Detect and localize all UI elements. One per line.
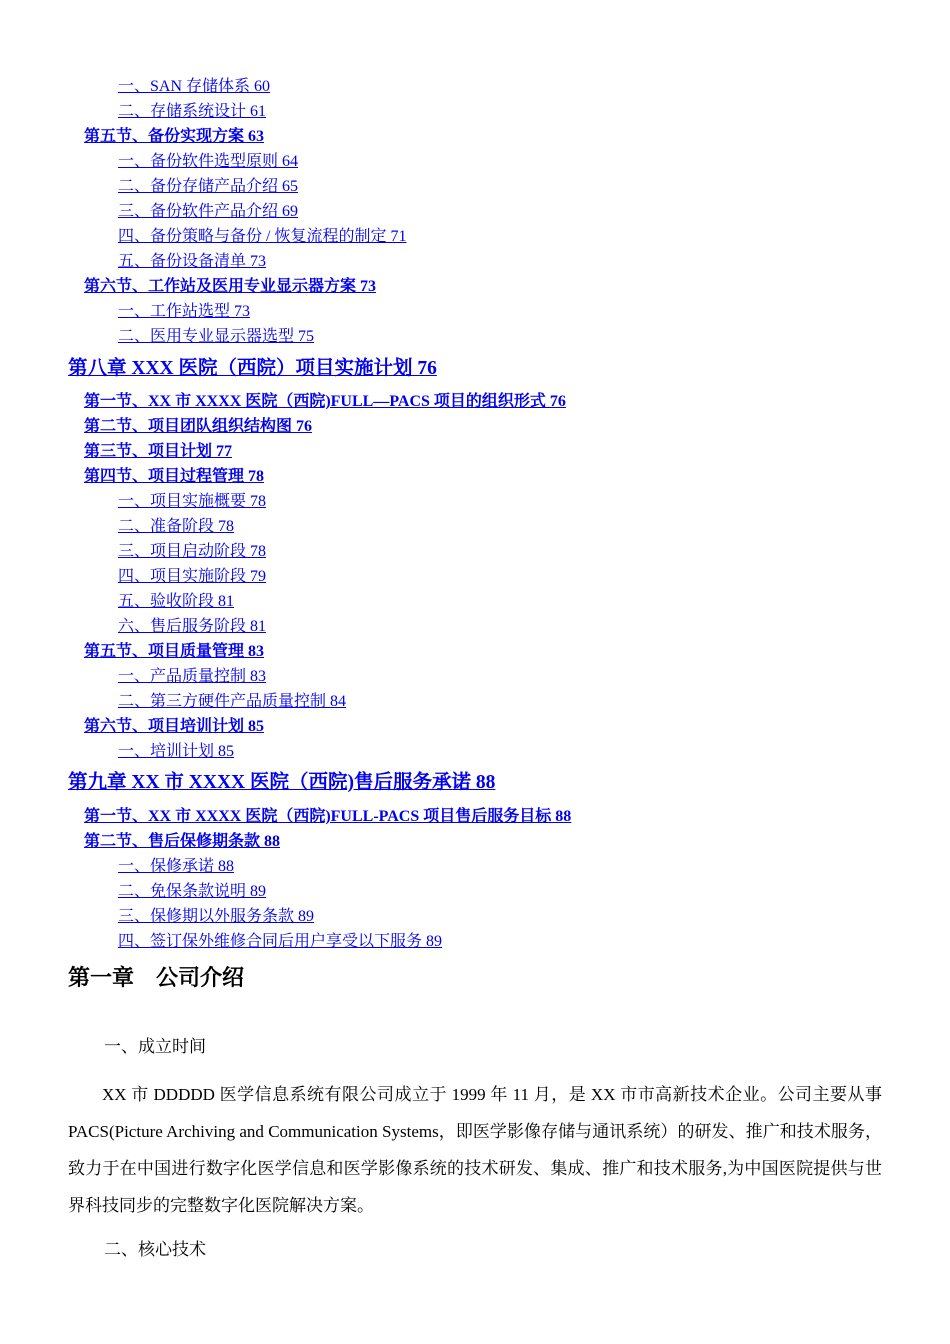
toc-entry[interactable]: 第二节、项目团队组织结构图 76 [84, 418, 313, 435]
toc-entry[interactable]: 一、项目实施概要 78 [118, 493, 267, 510]
toc-entry[interactable]: 第一节、XX 市 XXXX 医院（西院)FULL—PACS 项目的组织形式 76 [84, 393, 566, 410]
toc-entry[interactable]: 第六节、工作站及医用专业显示器方案 73 [84, 278, 377, 295]
body-paragraph: XX 市 DDDDD 医学信息系统有限公司成立于 1999 年 11 月，是 XX 市市高新技术企业。公司主要从事 PACS(Picture Archiving and Communication Systems，即医学影像存储与通讯系统）的研发、推广和技术服务，致力于在中国进行数字化医学信息和医学影像系统的技术研发、集成、推广和技术服务,为中国医院提供与世界科技同步的完整数字化医院解决方案。 [68, 1085, 882, 1215]
toc-entry[interactable]: 第五节、备份实现方案 63 [84, 128, 265, 145]
toc-entry[interactable]: 第二节、售后保修期条款 88 [84, 833, 281, 850]
toc-entry[interactable]: 一、培训计划 85 [118, 743, 235, 760]
toc-entry[interactable]: 四、签订保外维修合同后用户享受以下服务 89 [118, 933, 443, 950]
toc-entry[interactable]: 一、产品质量控制 83 [118, 668, 267, 685]
toc-chapter-entry[interactable]: 第八章 XXX 医院（西院）项目实施计划 76 [68, 358, 437, 379]
toc-entry[interactable]: 一、保修承诺 88 [118, 858, 235, 875]
toc-entry[interactable]: 五、验收阶段 81 [118, 593, 235, 610]
toc-entry[interactable]: 六、售后服务阶段 81 [118, 618, 267, 635]
toc-entry[interactable]: 二、备份存储产品介绍 65 [118, 178, 299, 195]
toc-entry[interactable]: 二、第三方硬件产品质量控制 84 [118, 693, 347, 710]
toc-entry[interactable]: 二、医用专业显示器选型 75 [118, 328, 315, 345]
toc-entry[interactable]: 五、备份设备清单 73 [118, 253, 267, 270]
toc-entry[interactable]: 一、SAN 存储体系 60 [118, 78, 271, 95]
toc-entry[interactable]: 第一节、XX 市 XXXX 医院（西院)FULL-PACS 项目售后服务目标 88 [84, 808, 572, 825]
toc-entry[interactable]: 二、存储系统设计 61 [118, 103, 267, 120]
section-heading: 一、成立时间 [104, 1037, 206, 1056]
toc-entry[interactable]: 二、免保条款说明 89 [118, 883, 267, 900]
chapter-title: 第一章 公司介绍 [68, 965, 245, 990]
toc-entry[interactable]: 第三节、项目计划 77 [84, 443, 233, 460]
toc-entry[interactable]: 四、项目实施阶段 79 [118, 568, 267, 585]
section-heading: 二、核心技术 [104, 1240, 206, 1259]
toc-entry[interactable]: 三、备份软件产品介绍 69 [118, 203, 299, 220]
toc-entry[interactable]: 一、工作站选型 73 [118, 303, 251, 320]
toc-entry[interactable]: 第五节、项目质量管理 83 [84, 643, 265, 660]
toc-entry[interactable]: 第四节、项目过程管理 78 [84, 468, 265, 485]
toc-entry[interactable]: 三、项目启动阶段 78 [118, 543, 267, 560]
toc-chapter-entry[interactable]: 第九章 XX 市 XXXX 医院（西院)售后服务承诺 88 [68, 772, 496, 793]
toc-entry[interactable]: 第六节、项目培训计划 85 [84, 718, 265, 735]
toc-entry[interactable]: 一、备份软件选型原则 64 [118, 153, 299, 170]
toc-entry[interactable]: 二、准备阶段 78 [118, 518, 235, 535]
toc-entry[interactable]: 四、备份策略与备份 / 恢复流程的制定 71 [118, 228, 407, 245]
toc-entry[interactable]: 三、保修期以外服务条款 89 [118, 908, 315, 925]
